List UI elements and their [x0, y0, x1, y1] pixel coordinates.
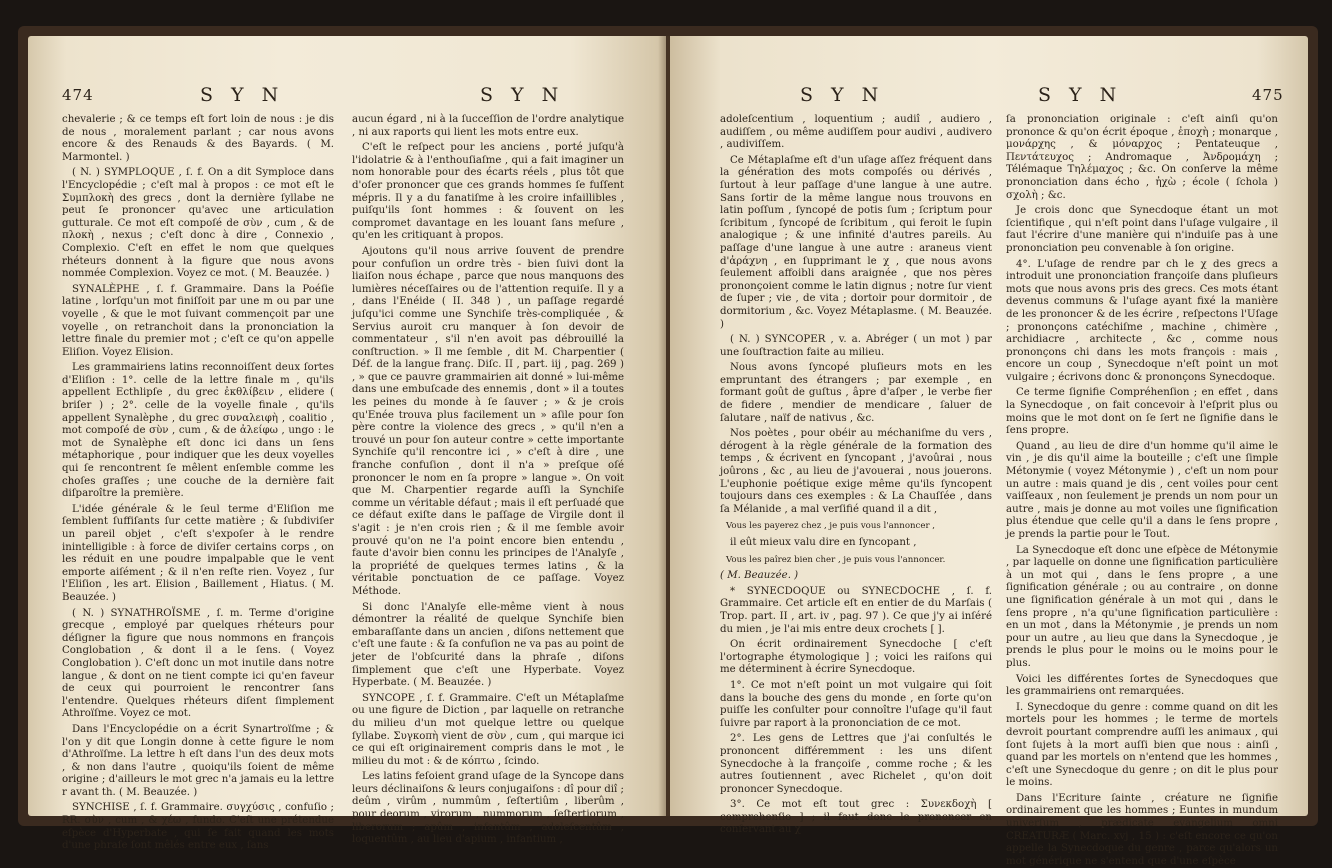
- paragraph: il eût mieux valu dire en ſyncopant ,: [730, 537, 917, 548]
- paragraph: Si donc l'Analyſe elle-même vient à nous démontrer la réalité de quelque Synchiſe bien embaraſſante dans un ancien , diſons nettement que c'eſt une faute : & ſa confuſion ne va pas au point de jeter de l'obſcurité dans la phraſe , diſons ſimplement que c'eſt une Hyperbate. Voyez Hyperbate. ( M. Beauzée. ): [352, 601, 624, 689]
- paragraph: ( N. ) SYNCOPER , v. a. Abréger ( un mot ) par une ſouſtraction faite au milieu.: [720, 334, 992, 358]
- paragraph: adoleſcentium , loquentium ; audiî , audiero , audiſſem , ou même audiſſem pour audivi , audivero , audiviſſem.: [720, 114, 992, 151]
- book: [18, 26, 1318, 867]
- paragraph: Ce Métaplaſme eſt d'un uſage aſſez fréquent dans la génération des mots compoſés ou dérivés , ſurtout à leur paſſage d'une langue à une autre. Sans ſortir de la même langue nous trouvons en latin poſſum , ſyncopé de potis ſum ; ſcriptum pour ſcribitum , ſyncopé de ſcribitum , qui feroit le ſupin analogique ; & une infinité d'autres pareils. Au paſſage d'une langue à une autre : araneus vient d'ἀράχνη , en ſupprimant le χ , que nous avons ſeulement affoibli dans araignée , que nos pères prononçoient comme le latin dignus ; notre ſur vient de ſuper ; vie , de vita ; dortoir pour dormitoir , de dormitorium , &c. Voyez Métaplasme. ( M. Beauzée. ): [720, 154, 992, 330]
- paragraph: Je crois donc que Synecdoque étant un mot ſcientifique , qui n'eſt point dans l'uſage vulgaire , il faut l'écrire d'une manière qui n'induiſe pas à une prononciation peu convenable à ſon origine.: [1006, 205, 1278, 254]
- left-page-header: [28, 86, 666, 110]
- paragraph: La Synecdoque eſt donc une eſpèce de Métonymie , par laquelle on donne une ſignification particulière à un mot qui , dans le ſens propre , a une ſignification générale ; ou au contraire , on donne une ſignification générale à un mot qui , dans le ſens propre , n'a qu'une ſignification particulière : en un mot , dans la Métonymie , je prends un nom pour un autre , au lieu que dans la Synecdoque , je prends le plus pour le moins ou le moins pour le plus.: [1006, 544, 1278, 669]
- running-head-left-col: S Y N: [800, 84, 885, 106]
- paragraph: ( N. ) SYMPLOQUE , ſ. f. On a dit Symploce dans l'Encyclopédie ; c'eſt mal à propos : ce mot eſt le Συμπλοκὴ des grecs , dont la dernière ſyllabe ne peut ſe prononcer qu'avec une articulation gutturale. Ce mot eſt compoſé de σὺν , cum , & de πλοκὴ , nexus ; c'eſt donc à dire , Connexio , Complexio. C'eſt en effet le nom que quelques rhéteurs donnent à la figure que nous avons nommée Complexion. Voyez ce mot. ( M. Beauzée. ): [62, 167, 334, 280]
- paragraph: 1°. Ce mot n'eſt point un mot vulgaire qui ſoit dans la bouche des gens du monde , en ſorte qu'on puiſſe les conſulter pour connoître l'uſage qu'il faut ſuivre par raport à la prononciation de ce mot.: [720, 679, 992, 729]
- paragraph: On écrit ordinairement Synecdoche [ c'eſt l'ortographe étymologique ] ; voici les raiſons qui me déterminent à écrire Synecdoque.: [720, 639, 992, 676]
- paragraph: SYNCOPE , ſ. f. Grammaire. C'eſt un Métaplaſme ou une figure de Diction , par laquelle on retranche du milieu d'un mot quelque lettre ou quelque ſyllabe. Συγκοπὴ vient de σὺν , cum , qui marque ici ce qui eſt originairement compris dans le mot , le milieu du mot : & de κόπτω , ſcindo.: [352, 692, 624, 767]
- verse-quote: Vous les payerez chez , je puis vous l'annoncer ,: [726, 521, 936, 532]
- right-page-header: [670, 86, 1308, 110]
- running-head-right-col: S Y N: [1038, 84, 1123, 106]
- paragraph: I. Synecdoque du genre : comme quand on dit les mortels pour les hommes ; le terme de mortels devroit pourtant comprendre auſſi les animaux , qui ſont ſujets à la mort auſſi bien que nous : ainſi , quand par les mortels on n'entend que les hommes , c'eſt une Synecdoque du genre ; on dit le plus pour le moins.: [1006, 701, 1278, 789]
- paragraph: Ajoutons qu'il nous arrive ſouvent de prendre pour confuſion un ordre très - bien ſuivi dont la liaiſon nous échape , parce que nous manquons des lumières néceſſaires ou de l'attention requiſe. Il y a , dans l'Enéide ( II. 348 ) , un paſſage regardé juſqu'ici comme une Synchiſe très-compliquée , & Servius auroit cru manquer à ſon devoir de commentateur , s'il n'en avoit pas débrouillé la conſtruction. » Il me ſemble , dit M. Charpentier ( Déf. de la langue franç. Diſc. II , part. iij , pag. 269 ) , » que ce pauvre grammairien ait donné » lui-même dans une embuſcade des ennemis , dont » il a toutes les peines du monde à ſe ſauver ; » & je crois qu'Enée trouva plus facilement un » aſile pour ſon père contre la violence des grecs , » qu'il n'en a trouvé un pour ſon auteur contre » cette importante Synchiſe qu'il rencontre ici , » c'eſt à dire , une franche confuſion , dont il n'a » preſque oſé prononcer le nom en ſa propre » langue ». On voit que M. Charpentier regarde auſſi la Synchiſe comme un véritable défaut ; mais il eſt perſuadé que ce défaut exiſte dans le paſſage de Virgile dont il s'agit : je n'en crois rien ; & il me ſemble avoir prouvé qu'on ne l'a point encore bien entendu , faute d'avoir bien connu les principes de l'Analyſe , la propriété de quelques termes latins , & la véritable ponctuation de ce paſſage. Voyez Méthode.: [352, 245, 624, 597]
- paragraph: 4°. L'uſage de rendre par ch le χ des grecs a introduit une prononciation françoiſe dans pluſieurs mots que nous avons pris des grecs. Ces mots étant devenus communs & l'uſage ayant fixé la manière de les prononcer & de les écrire , reſpectons l'Uſage ; prononçons catéchiſme , machine , chimère , archidiacre , architecte , &c , comme nous prononçons chi dans les mots françois : mais , encore un coup , Synecdoque n'eſt point un mot vulgaire ; écrivons donc & prononçons Synecdoque.: [1006, 258, 1278, 383]
- paragraph: aucun égard , ni à la ſucceſſion de l'ordre analytique , ni aux raports qui lient les mots entre eux.: [352, 114, 624, 138]
- paragraph: Voici les différentes ſortes de Synecdoques que les grammairiens ont remarquées.: [1006, 673, 1278, 698]
- paragraph: ( N. ) SYNATHROÏSME , ſ. m. Terme d'origine grecque , employé par quelques rhéteurs pour déſigner la figure que nous nommons en françois Conglobation , & dont il a le ſens. ( Voyez Conglobation ). C'eſt donc un mot inutile dans notre langue , & dont on ne tient compte ici qu'en faveur de ceux qui pourroient le rencontrer ſans l'entendre. Quelques rhéteurs diſent ſimplement Athroïſme. Voyez ce mot.: [62, 607, 334, 720]
- page-number-right: 475: [1252, 86, 1284, 104]
- paragraph: L'idée générale & le ſeul terme d'Eliſion me ſemblent ſuffiſants ſur cette matière ; & ſubdiviſer un pareil objet , c'eſt s'expoſer à le rendre inintelligible : à force de diviſer certains corps , on les réduit en une poudre impalpable que le vent emporte aiſément ; & il n'en reſte rien. Voyez , ſur l'Eliſion , les art. Elision , Baillement , Hiatus. ( M. Beauzée. ): [62, 503, 334, 603]
- paragraph: SYNALÈPHE , ſ. f. Grammaire. Dans la Poéſie latine , lorſqu'un mot finiſſoit par une m ou par une voyelle , & que le mot ſuivant commençoit par une voyelle , on retranchoit dans la prononciation la lettre finale du premier mot ; c'eſt ce qu'on appelle Eliſion. Voyez Elision.: [62, 283, 334, 358]
- paragraph: Dans l'Encyclopédie on a écrit Synartroïſme ; & l'on y dit que Longin donne à cette figure le nom d'Athroïſme. La lettre h eſt dans l'un des deux mots , & non dans l'autre , quoiqu'ils ſoient de même origine ; d'ailleurs le mot grec n'a jamais eu la lettre r avant th. ( M. Beauzée. ): [62, 723, 334, 798]
- paragraph: ſa prononciation originale : c'eſt ainſi qu'on prononce & qu'on écrit époque , ἐποχὴ ; monarque , μονάρχης , & μόναρχος ; Pentateuque , Πεντάτευχος ; Andromaque , Ἀνδρομάχη ; Télémaque Τηλέμαχος ; &c. On conſerve la même prononciation dans écho , ἠχὼ ; école ( ſchola ) σχολὴ ; &c.: [1006, 114, 1278, 201]
- page-number-left: 474: [62, 86, 94, 104]
- paragraph: Dans l'Ecriture ſainte , créature ne ſignifie ordinairement que les hommes ; Euntes in mundum univerſum , prædicate evangelium omni CREATURÆ ( Marc. xvj , 15 ) : c'eſt encore ce qu'on appelle la Synecdoque du genre , parce qu'alors un mot générique ne s'entend que d'une eſpèce: [1006, 792, 1278, 867]
- right-page-column-1: [720, 114, 992, 836]
- paragraph: Nos poètes , pour obéir au méchaniſme du vers , dérogent à la règle générale de la formation des temps , & écrivent en ſyncopant , j'avoûrai , nous joûrons , &c , au lieu de j'avouerai , nous jouerons. L'euphonie poétique exige même qu'ils ſyncopent toujours dans ces exemples : & La Chauſſée , dans ſa Mélanide , a mal verſifié quand il a dit ,: [720, 428, 992, 515]
- paragraph: 2°. Les gens de Lettres que j'ai conſultés le prononcent différemment : les uns diſent Synecdoche à la françoiſe , comme roche ; & les autres ſoutiennent , avec Richelet , qu'on doit prononcer Synecdoque.: [720, 733, 992, 795]
- paragraph: Nous avons ſyncopé pluſieurs mots en les empruntant des étrangers ; par exemple , en formant goût de guſtus , âpre d'aſper , le verbe fier de fidere , mendier de mendicare , ſaluer de ſalutare , naïf de nativus , &c.: [720, 362, 992, 424]
- paragraph: C'eſt le reſpect pour les anciens , porté juſqu'à l'idolatrie & à l'enthouſiaſme , qui a fait imaginer un nom honorable pour des écarts réels , plus tôt que d'oſer prononcer que ces grands hommes ſe fuſſent mépris. Il y a du fanatiſme à les croire infaillibles , puiſqu'ils ſont hommes : & ſouvent on les compromet davantage en les louant ſans meſure , qu'en les critiquant à propos.: [352, 142, 624, 242]
- running-head-left-col: S Y N: [200, 84, 285, 106]
- paragraph: 3°. Ce mot eſt tout grec : Συνεκδοχὴ [ comprehenſio ] ; il faut donc le prononcer en conſervant au χ: [720, 799, 992, 836]
- right-page: [670, 36, 1308, 867]
- verse-quote: Vous les paîrez bien cher , je puis vous l'annoncer.: [726, 554, 946, 565]
- right-page-column-2: [1006, 114, 1278, 867]
- author-signature: ( M. Beauzée. ): [720, 570, 799, 582]
- left-page-column-2: [352, 114, 624, 846]
- paragraph: Ce terme ſignifie Compréhenſion ; en effet , dans la Synecdoque , on fait concevoir à l'eſprit plus ou moins que le mot dont on ſe ſert ne ſignifie dans le ſens propre.: [1006, 387, 1278, 437]
- paragraph: chevalerie ; & ce temps eſt fort loin de nous : je dis de nous , moralement parlant ; car nous avons encore & des Renauds & des Bayards. ( M. Marmontel. ): [62, 114, 334, 163]
- paragraph: Les latins feſoient grand uſage de la Syncope dans leurs déclinaiſons & leurs conjugaiſons : dî pour diî ; deûm , virûm , nummûm , ſeſtertiûm , liberûm , pour deorum , virorum , nummorum , ſeſtertiorum , liberorum ; apûm , infantûm , adoleſcentûm , loquentûm , au lieu d'apium , infantium ,: [352, 771, 624, 846]
- paragraph: SYNCHISE , ſ. f. Grammaire. συγχύσις , confuſio ; RR. σὺν , cum , & χέω , fundo. C'eſt une prétendue eſpèce d'Hyperbate , qui ſe fait quand les mots d'une phraſe ſont mêlés entre eux , ſans: [62, 802, 334, 852]
- left-page: [28, 36, 666, 852]
- paragraph: Quand , au lieu de dire d'un homme qu'il aime le vin , je dis qu'il aime la bouteille ; c'eſt une ſimple Métonymie ( voyez Métonymie ) , c'eſt un nom pour un autre : mais quand je dis , cent voiles pour cent vaiſſeaux , non ſeulement je prends un nom pour un autre , mais je donne au mot voiles une ſignification plus étendue que celle qu'il a dans le ſens propre , je prends la partie pour le Tout.: [1006, 440, 1278, 540]
- running-head-right-col: S Y N: [480, 84, 565, 106]
- left-page-column-1: [62, 114, 334, 852]
- paragraph: Les grammairiens latins reconnoiſſent deux ſortes d'Eliſion : 1°. celle de la lettre finale m , qu'ils appellent Ecthlipſe , du grec ἐκθλίβειν , elidere ( briſer ) ; 2°. celle de la voyelle finale , qu'ils appellent Synalèphe , du grec συναλειφὴ , coalitio , mot compoſé de σὺν , cum , & de ἀλείφω , ungo : le mot de Synalèphe eſt donc ici dans un ſens métaphorique , pour indiquer que les deux voyelles qui ſe rencontrent ſe mêlent enſemble comme les choſes graſſes ; une couche de la dernière fait diſparoître la première.: [62, 362, 334, 500]
- paragraph: * SYNECDOQUE ou SYNECDOCHE , ſ. f. Grammaire. Cet article eſt en entier de du Marſais ( Trop. part. II , art. iv , pag. 97 ). Ce que j'y ai inſéré du mien , je l'ai mis entre deux crochets [ ].: [720, 585, 992, 635]
